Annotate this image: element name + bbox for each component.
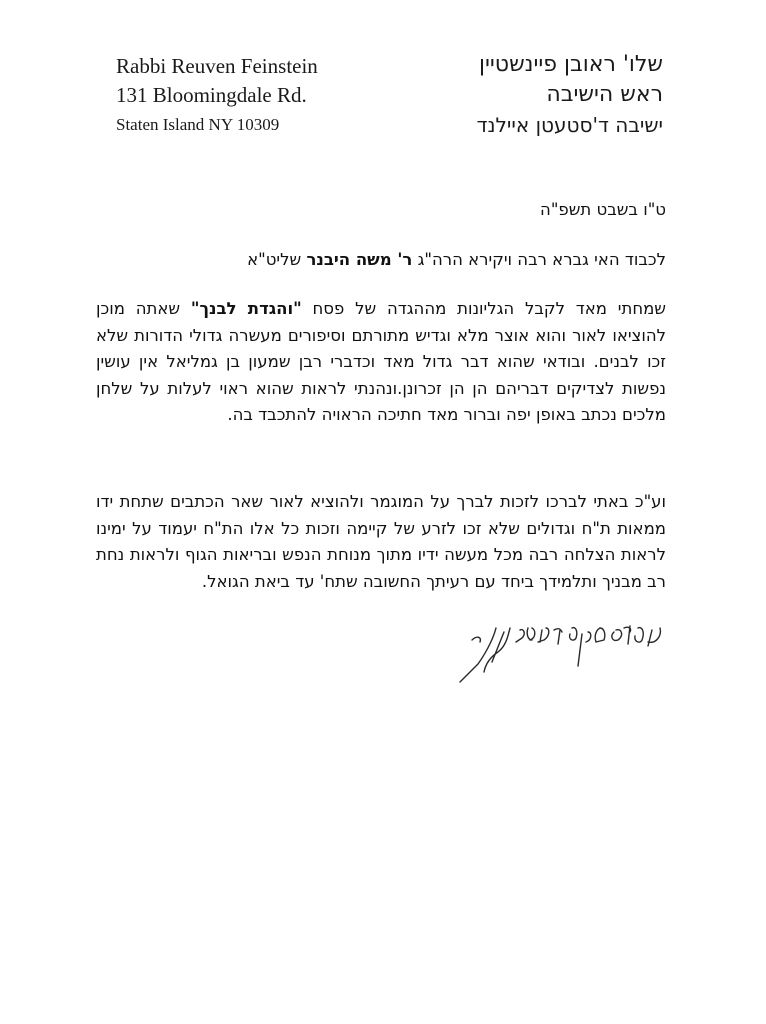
salutation-suffix: שליט"א	[247, 250, 302, 269]
signature	[448, 606, 673, 686]
letterhead-hebrew	[477, 50, 663, 140]
salutation-prefix: לכבוד האי גברא רבה ויקירא הרה"ג	[417, 250, 666, 269]
letterhead-english	[116, 52, 318, 139]
letterhead-yeshiva-he: ישיבה ד'סטעטן איילנד	[476, 113, 663, 137]
letter-date: ט"ו בשבט תשפ"ה	[540, 200, 666, 219]
letterhead-address-en: 131 Bloomingdale Rd.	[116, 83, 307, 107]
letterhead-title-he: ראש הישיבה	[546, 82, 663, 107]
paragraph-1	[96, 296, 666, 429]
paragraph-1-after: שאתה מוכן להוציאו לאור והוא אוצר מלא וגדיש מתורתם וסיפורים מעשרה גדולי הדורות שלא זכו לבנים. ובודאי שהוא דבר גדול מאד וכדברי רבן שמעון בן גמליאל אין עושין נפשות לצדיקים דבריהם הן הן זכרונן.ונהנתי לראות שהוא ראוי לעלות על שלחן מלכים נכתב באופן יפה וברור מאד חתיכה הראויה להתכבד בה.	[96, 299, 666, 424]
letterhead-city-en: Staten Island NY 10309	[116, 115, 280, 134]
letterhead-name-en: Rabbi Reuven Feinstein	[116, 54, 318, 78]
paragraph-2: וע"כ באתי לברכו לזכות לברך על המוגמר ולהוציא לאור שאר הכתבים שתחת ידו ממאות ת"ח וגדולים שלא זכו לזרע של קיימה וזכות כל אלו הת"ח יעמוד על ימינו לראות הצלחה רבה מכל מעשה ידיו מתוך מנוחת הנפש ובריאות הגוף ולראות נחת רב מבניך ותלמידך ביחד עם רעיתך החשובה שתח' עד ביאת הגואל.	[96, 492, 666, 591]
salutation	[247, 250, 666, 269]
letterhead-name-he: שלו' ראובן פיינשטיין	[478, 52, 663, 77]
paragraph-1-before: שמחתי מאד לקבל הגליונות מההגדה של פסח	[312, 299, 667, 318]
haggadah-title: "והגדת לבנך"	[190, 299, 302, 318]
salutation-recipient: ר' משה היבנר	[306, 250, 413, 269]
